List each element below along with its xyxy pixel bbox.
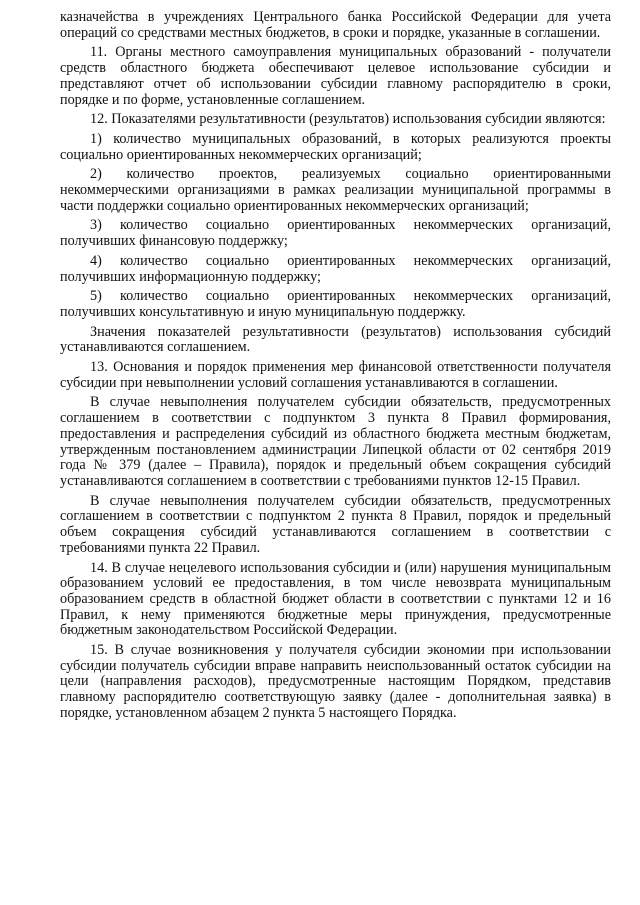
paragraph-nonfulfillment-subpoint-3: В случае невыполнения получателем субсидии обязательств, предусмотренных соглашением в соответствии с подпунктом 3 пункта 8 Правил формирования, предоставления и распределения субсидий из областного бюджета местным бюджетам, утвержденным постановлением администрации Липецкой области от 02 сентября 2019 года № 379 (далее – Правила), порядок и предельный объем сокращения субсидий устанавливаются соглашением в соответствии с требованиями пунктов 12-15 Правил. (60, 394, 611, 489)
indicator-1: 1) количество муниципальных образований, в которых реализуются проекты социально ориентированных некоммерческих организаций; (60, 130, 611, 163)
paragraph-item-13: 13. Основания и порядок применения мер финансовой ответственности получателя субсидии при невыполнении условий соглашения устанавливаются в соглашении. (60, 359, 611, 391)
paragraph-item-12: 12. Показателями результативности (результатов) использования субсидии являются: (90, 111, 606, 128)
indicator-4: 4) количество социально ориентированных некоммерческих организаций, получивших информационную поддержку; (60, 252, 611, 285)
document-page (60, 10, 611, 726)
paragraph-item-14: 14. В случае нецелевого использования субсидии и (или) нарушения муниципальным образованием условий ее предоставления, в том числе невозврата муниципальным образованием средств в областной бюджет области в соответствии с пунктами 12 и 16 Правил, к нему применяются бюджетные меры принуждения, предусмотренные бюджетным законодательством Российской Федерации. (60, 559, 611, 639)
paragraph-item-11: 11. Органы местного самоуправления муниципальных образований - получатели средств областного бюджета обеспечивают целевое использование субсидии и представляют отчет об использовании субсидии главному распорядителю в сроки, порядке и по форме, установленные соглашением. (60, 44, 611, 108)
indicator-3: 3) количество социально ориентированных некоммерческих организаций, получивших финансовую поддержку; (60, 217, 611, 250)
paragraph-nonfulfillment-subpoint-2: В случае невыполнения получателем субсидии обязательств, предусмотренных соглашением в соответствии с подпунктом 2 пункта 8 Правил, порядок и предельный объем сокращения субсидий устанавливаются соглашением в соответствии с требованиями пункта 22 Правил. (60, 492, 611, 556)
paragraph-item-15: 15. В случае возникновения у получателя субсидии экономии при использовании субсидии получатель субсидии вправе направить неиспользованный остаток субсидии на цели (направления расходов), предусмотренные настоящим Порядком, представив главному распорядителю соответствующую заявку (далее - дополнительная заявка) в порядке, установленном абзацем 2 пункта 5 настоящего Порядка. (60, 642, 611, 721)
indicator-5: 5) количество социально ориентированных некоммерческих организаций, получивших консультативную и иную муниципальную поддержку. (60, 288, 611, 320)
indicator-2: 2) количество проектов, реализуемых социально ориентированными некоммерческими организациями в рамках реализации муниципальной программы в части поддержки социально ориентированных некоммерческих организаций; (60, 166, 611, 214)
paragraph-indicator-values: Значения показателей результативности (результатов) использования субсидий устанавливаются соглашением. (60, 323, 611, 356)
paragraph-treasury-continuation: казначейства в учреждениях Центрального банка Российской Федерации для учета операций со средствами местных бюджетов, в сроки и порядке, указанные в соглашении. (60, 9, 611, 41)
